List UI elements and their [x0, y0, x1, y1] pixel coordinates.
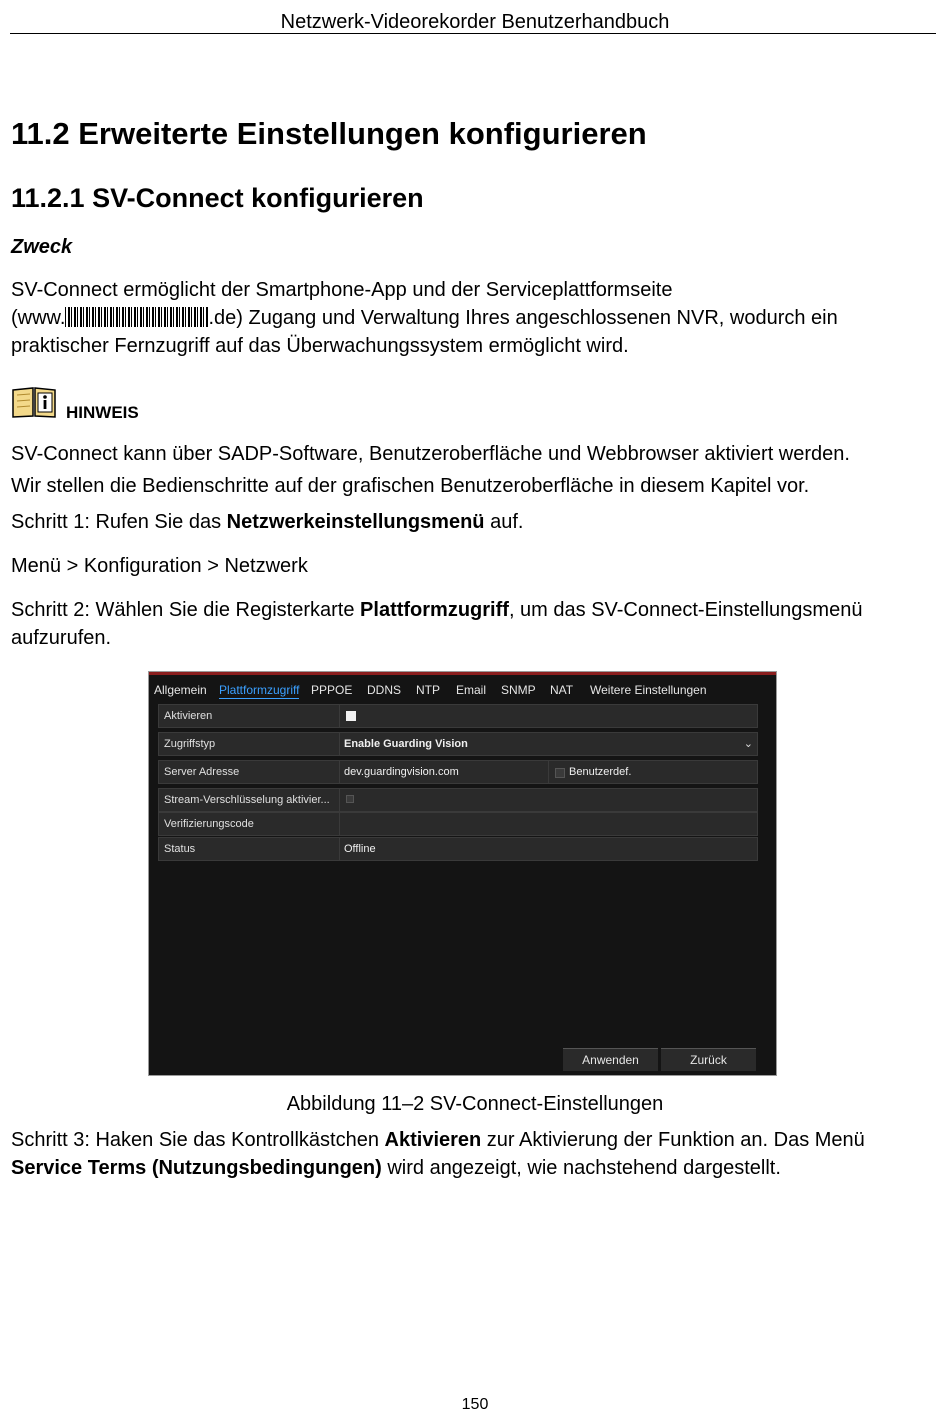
purpose-label: Zweck — [11, 236, 73, 258]
purpose-paragraph — [11, 276, 931, 360]
purpose-url-prefix: (www. — [11, 307, 66, 329]
header-rule — [10, 33, 936, 34]
purpose-url-suffix: .de) Zugang und Verwaltung Ihres angeschlossenen NVR, wodurch ein — [208, 307, 838, 329]
settings-panel — [158, 704, 758, 864]
access-type-label: Zugriffstyp — [164, 738, 216, 750]
status-value: Offline — [344, 843, 376, 855]
running-header: Netzwerk-Videorekorder Benutzerhandbuch — [280, 11, 670, 33]
row-enable — [158, 704, 758, 728]
tab-ntp[interactable]: NTP — [416, 683, 440, 697]
step-3-bold-2: Service Terms (Nutzungsbedingungen) — [11, 1157, 382, 1179]
subsection-heading: 11.2.1 SV-Connect konfigurieren — [11, 183, 424, 213]
access-type-select[interactable] — [339, 733, 757, 755]
row-stream-encryption — [158, 788, 758, 812]
tab-snmp[interactable]: SNMP — [501, 683, 536, 697]
menu-path: Menü > Konfiguration > Netzwerk — [11, 555, 308, 577]
step-3-bold-1: Aktivieren — [384, 1129, 482, 1151]
step-2-suffix: , um das SV-Connect-Einstellungsmenü — [508, 599, 863, 621]
tab-nat[interactable]: NAT — [550, 683, 574, 697]
verification-code-label: Verifizierungscode — [164, 818, 254, 830]
step-3-text: Schritt 3: Haken Sie das Kontrollkästchen — [11, 1129, 385, 1151]
status-label: Status — [164, 843, 196, 855]
tab-weitere-einstellungen[interactable]: Weitere Einstellungen — [590, 683, 707, 697]
custom-option — [548, 761, 757, 783]
step-2-line-2: aufzurufen. — [11, 627, 112, 649]
tab-plattformzugriff[interactable]: Plattformzugriff — [219, 683, 300, 697]
figure-caption: Abbildung 11–2 SV-Connect-Einstellungen — [286, 1093, 664, 1115]
status-value-cell — [339, 838, 757, 860]
server-address-label: Server Adresse — [164, 766, 240, 778]
note-book-icon — [11, 386, 57, 418]
stream-encryption-checkbox[interactable] — [346, 795, 354, 803]
purpose-line-3: praktischer Fernzugriff auf das Überwachungssystem ermöglicht wird. — [11, 335, 629, 357]
step-2-text: Schritt 2: Wählen Sie die Registerkarte — [11, 599, 361, 621]
server-address-value: dev.guardingvision.com — [344, 766, 459, 778]
tab-email[interactable]: Email — [456, 683, 487, 697]
custom-checkbox[interactable] — [555, 768, 565, 778]
tab-pppoe[interactable]: PPPOE — [311, 683, 353, 697]
step-1-bold: Netzwerkeinstellungsmenü — [226, 511, 485, 533]
note-line-2: Wir stellen die Bedienschritte auf der grafischen Benutzeroberfläche in diesem Kapitel vor. — [11, 475, 810, 497]
access-type-value: Enable Guarding Vision — [344, 738, 468, 750]
settings-tab-bar — [149, 675, 776, 703]
verification-code-field[interactable] — [339, 813, 757, 835]
redacted-url — [65, 307, 208, 327]
note-line-1: SV-Connect kann über SADP-Software, Benutzeroberfläche und Webbrowser aktiviert werden. — [11, 443, 850, 465]
section-heading: 11.2 Erweiterte Einstellungen konfigurieren — [11, 116, 647, 151]
sv-connect-settings-screenshot — [148, 671, 777, 1076]
row-verification-code — [158, 812, 758, 836]
purpose-line-1: SV-Connect ermöglicht der Smartphone-App und der Serviceplattformseite — [11, 279, 673, 301]
note-label: HINWEIS — [66, 403, 139, 422]
step-1-text: Schritt 1: Rufen Sie das — [11, 511, 227, 533]
tab-allgemein[interactable]: Allgemein — [154, 683, 207, 697]
custom-label: Benutzerdef. — [569, 766, 632, 778]
step-2-bold: Plattformzugriff — [360, 599, 509, 621]
step-3 — [11, 1126, 931, 1182]
enable-label: Aktivieren — [164, 710, 213, 722]
stream-encryption-value — [339, 789, 757, 811]
back-button[interactable]: Zurück — [661, 1048, 756, 1071]
server-address-field[interactable] — [339, 761, 547, 783]
step-1 — [11, 508, 931, 536]
enable-value — [339, 705, 757, 727]
step-1-suffix: auf. — [484, 511, 524, 533]
page-number: 150 — [461, 1396, 489, 1413]
step-3-mid: zur Aktivierung der Funktion an. Das Menü — [481, 1129, 865, 1151]
row-status — [158, 837, 758, 861]
chevron-down-icon: ⌄ — [743, 738, 753, 750]
step-2 — [11, 596, 931, 652]
row-access-type — [158, 732, 758, 756]
tab-ddns[interactable]: DDNS — [367, 683, 402, 697]
apply-button[interactable]: Anwenden — [563, 1048, 658, 1071]
step-3-suffix: wird angezeigt, wie nachstehend dargestellt. — [381, 1157, 781, 1179]
stream-encryption-label: Stream-Verschlüsselung aktivier... — [164, 794, 330, 806]
enable-checkbox[interactable] — [346, 711, 356, 721]
row-server-address — [158, 760, 758, 784]
